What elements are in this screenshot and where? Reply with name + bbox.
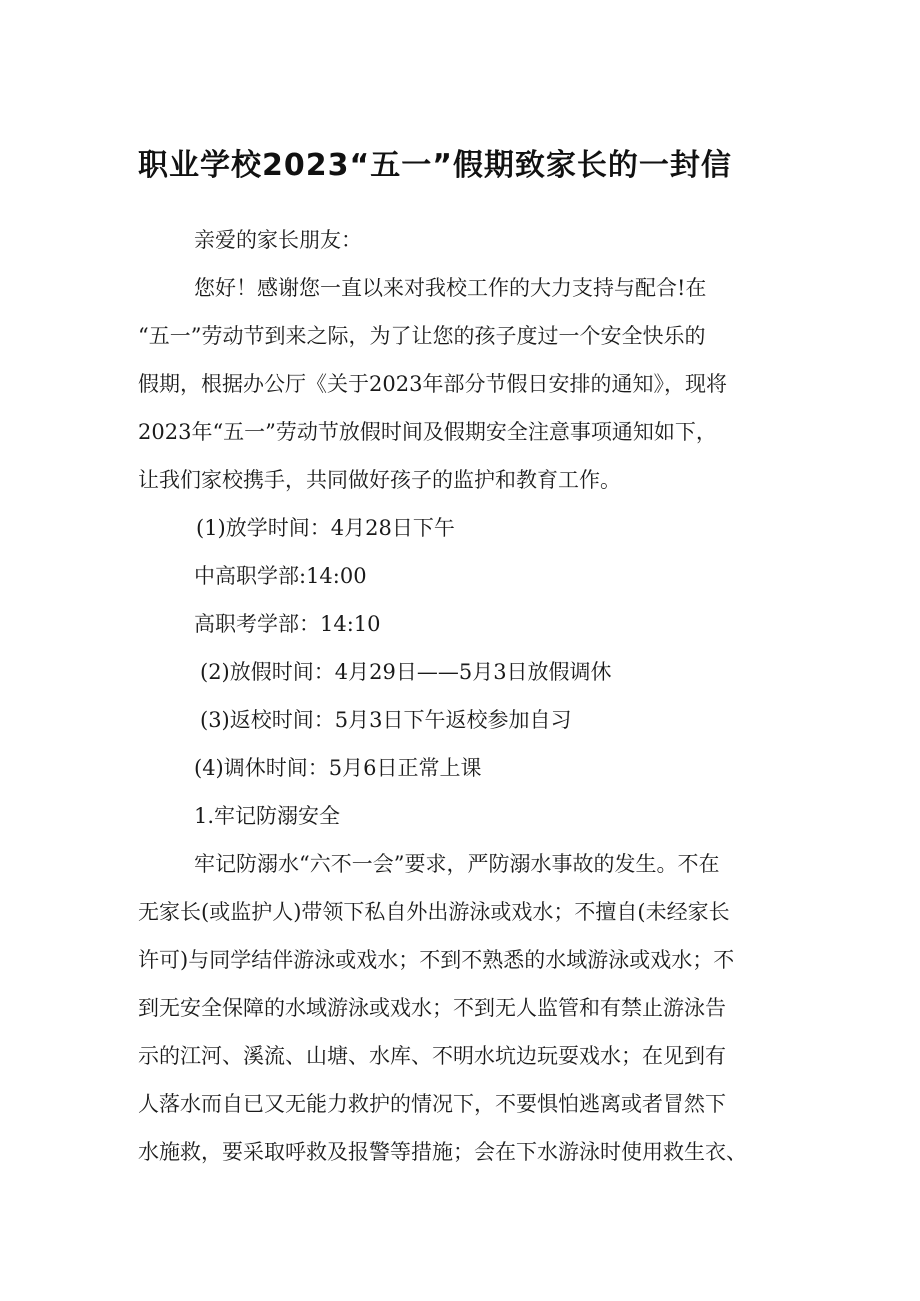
paragraph-line: “五一”劳动节到来之际，为了让您的孩子度过一个安全快乐的 [138, 324, 706, 348]
list-item: (3)返校时间：5月3日下午返校参加自习 [200, 708, 572, 732]
document-title: 职业学校2023“五一”假期致家长的一封信 [138, 148, 732, 183]
paragraph-line: 牢记防溺水“六不一会”要求，严防溺水事故的发生。不在 [194, 852, 720, 876]
paragraph-line: 许可)与同学结伴游泳或戏水；不到不熟悉的水域游泳或戏水；不 [138, 948, 735, 972]
paragraph-line: 到无安全保障的水域游泳或戏水；不到无人监管和有禁止游泳告 [138, 996, 726, 1020]
paragraph-line: 示的江河、溪流、山塘、水库、不明水坑边玩耍戏水；在见到有 [138, 1044, 726, 1068]
paragraph-line: 假期，根据办公厅《关于2023年部分节假日安排的通知》，现将 [138, 372, 727, 396]
paragraph-line: 人落水而自已又无能力救护的情况下，不要惧怕逃离或者冒然下 [138, 1092, 726, 1116]
list-item: (4)调休时间：5月6日正常上课 [194, 756, 482, 780]
paragraph-line: 无家长(或监护人)带领下私自外出游泳或戏水；不擅自(未经家长 [138, 900, 730, 924]
paragraph-line: 2023年“五一”劳动节放假时间及假期安全注意事项通知如下， [138, 420, 717, 444]
list-item: 高职考学部：14:10 [194, 612, 381, 636]
list-item: (1)放学时间：4月28日下午 [196, 516, 455, 540]
salutation: 亲爱的家长朋友： [194, 228, 362, 252]
list-item: 中高职学部:14:00 [194, 564, 367, 588]
list-item: (2)放假时间：4月29日——5月3日放假调休 [200, 660, 612, 684]
section-heading: 1.牢记防溺安全 [194, 804, 341, 828]
paragraph-line: 水施救，要采取呼救及报警等措施；会在下水游泳时使用救生衣、 [138, 1140, 747, 1164]
paragraph-line: 让我们家校携手，共同做好孩子的监护和教育工作。 [138, 468, 621, 492]
paragraph-line: 您好！感谢您一直以来对我校工作的大力支持与配合!在 [194, 276, 707, 300]
